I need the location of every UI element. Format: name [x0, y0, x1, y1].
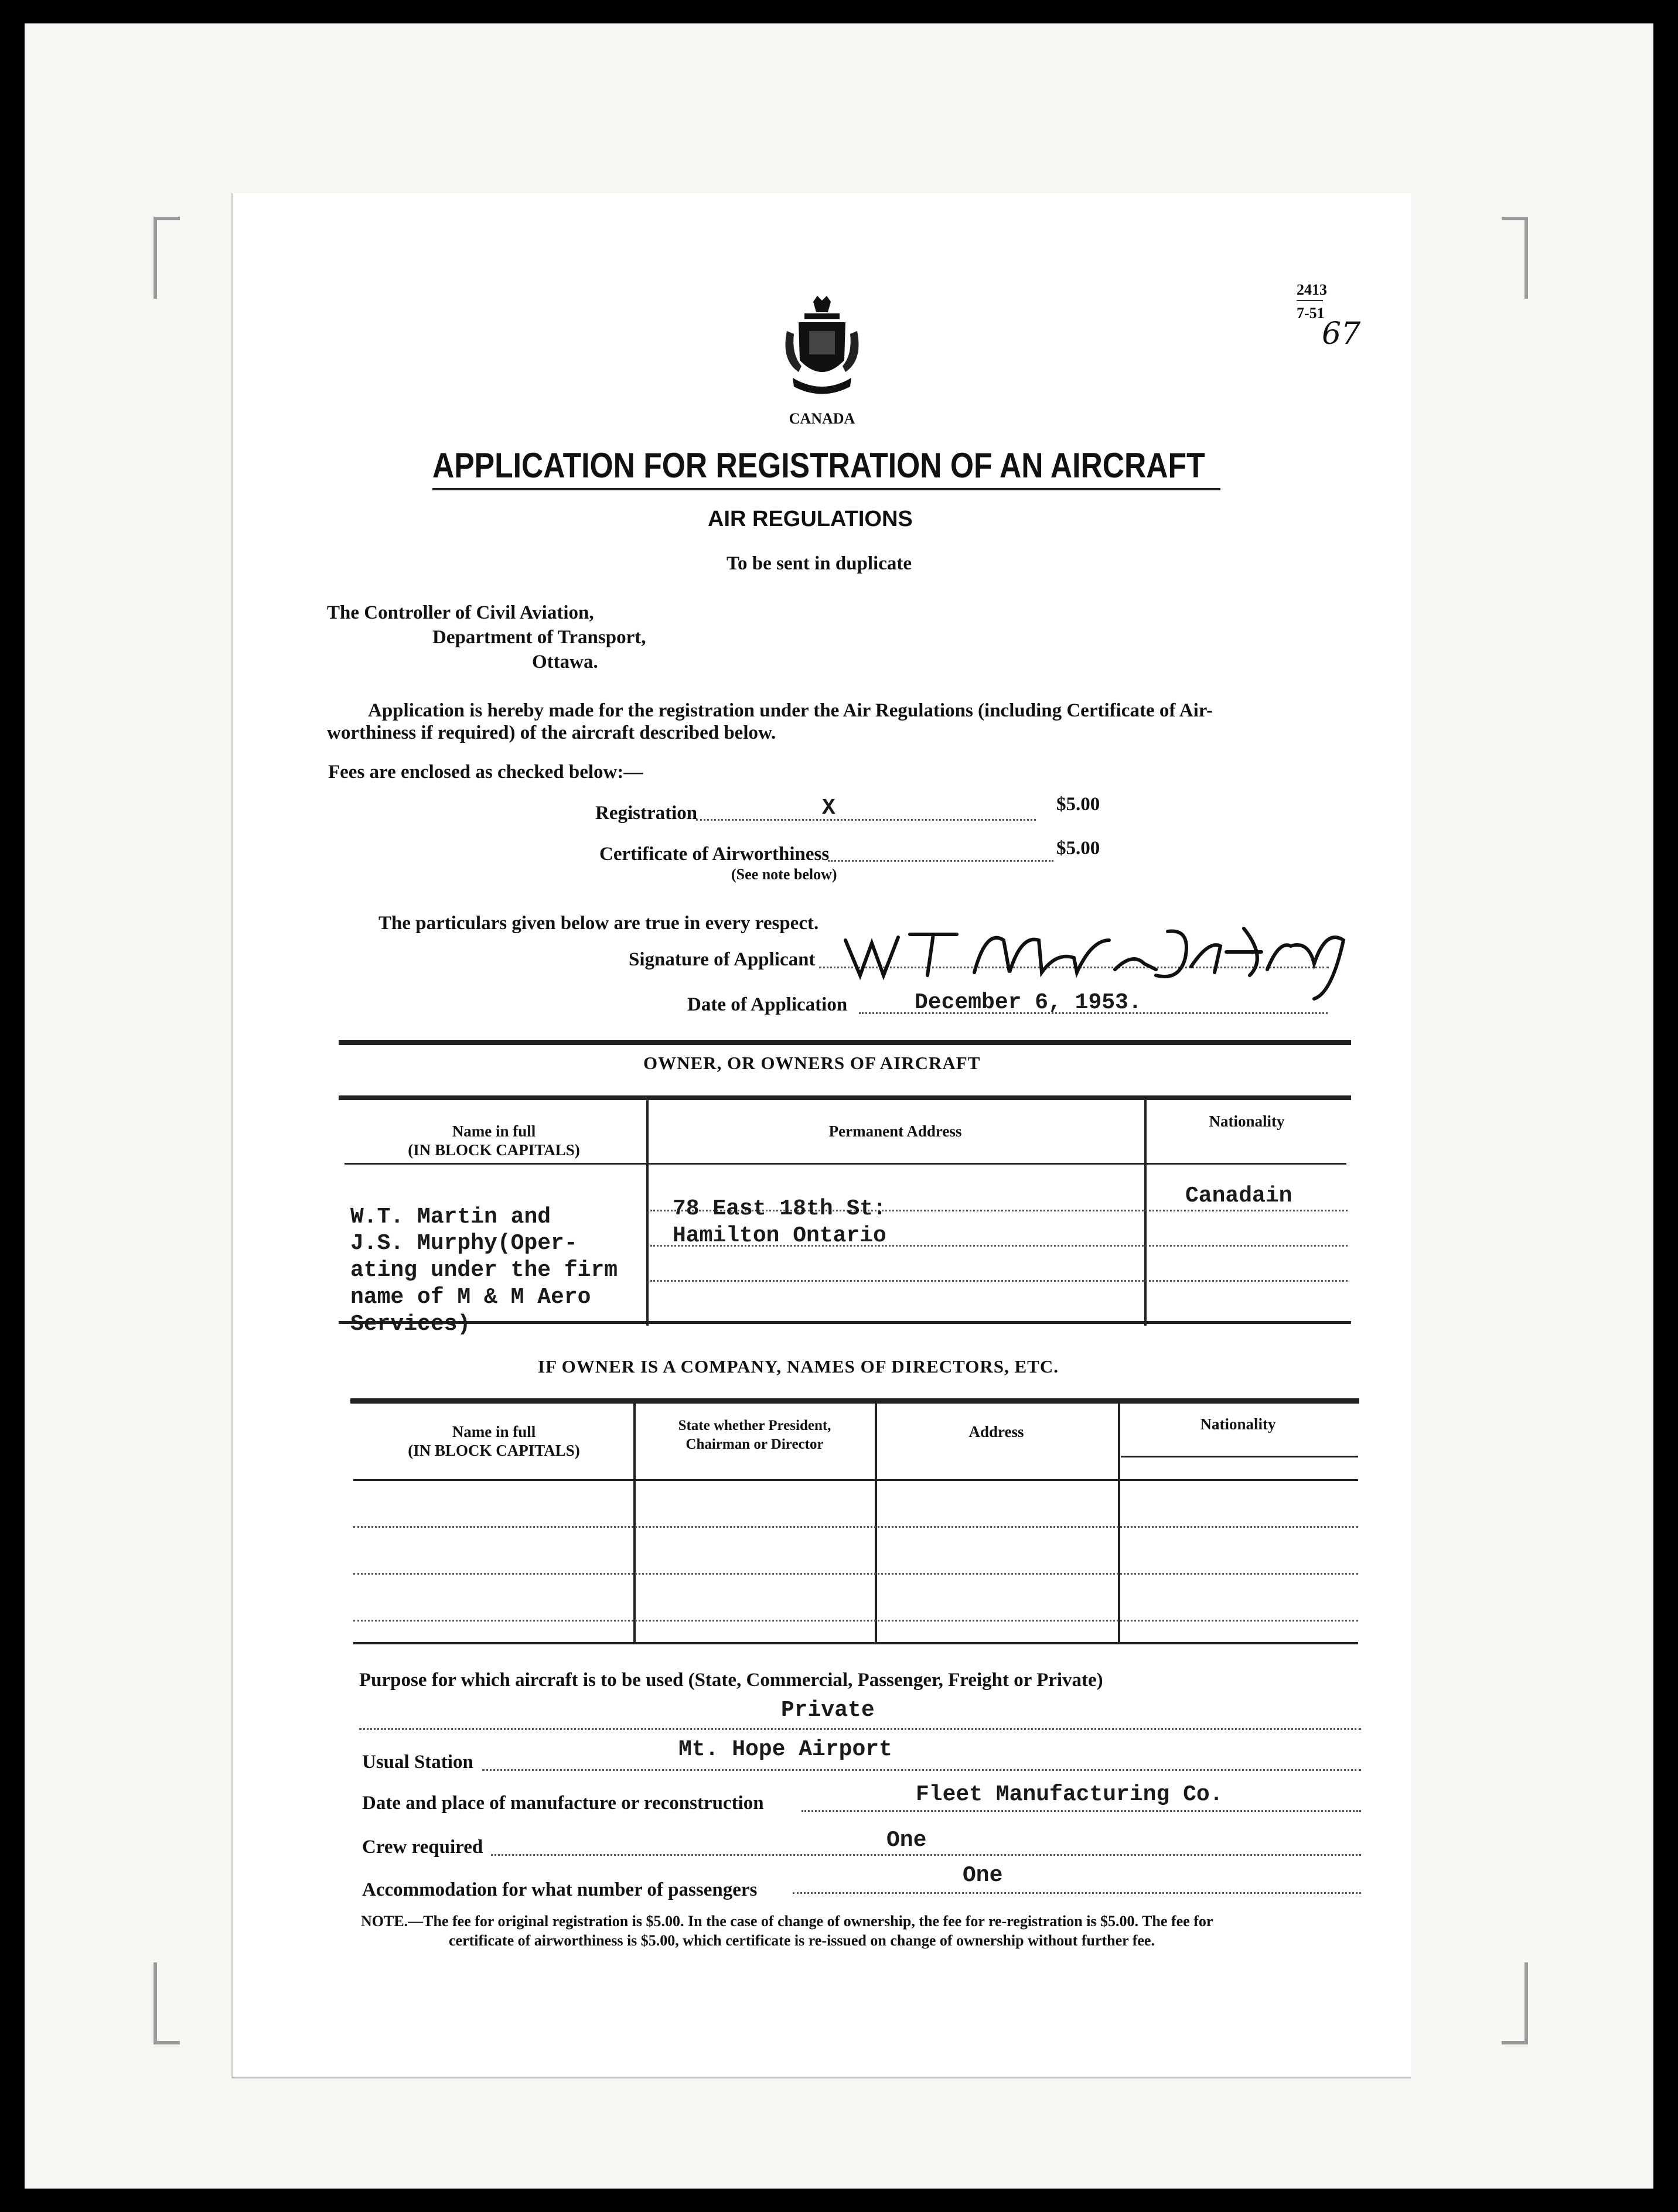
- company-header-address: Address: [968, 1423, 1024, 1440]
- company-header-name: [356, 1422, 632, 1460]
- date-label: Date of Application: [687, 994, 848, 1015]
- crew-value: One: [886, 1828, 927, 1853]
- title-underline: [432, 488, 1220, 490]
- owner-name-line: J.S. Murphy(Oper-: [350, 1231, 578, 1256]
- manufacture-line: [802, 1810, 1361, 1812]
- owners-header-address: Permanent Address: [828, 1122, 962, 1140]
- passengers-label: Accommodation for what number of passengers: [362, 1879, 758, 1900]
- owners-col-divider: [646, 1100, 649, 1326]
- crew-label: Crew required: [362, 1836, 483, 1858]
- crest-label: CANADA: [789, 410, 855, 427]
- addressee-line-2: Department of Transport,: [432, 627, 646, 648]
- note-line-2: certificate of airworthiness is $5.00, which certificate is re-issued on change of ownership without further fee.: [449, 1932, 1155, 1949]
- station-value: Mt. Hope Airport: [678, 1737, 892, 1762]
- purpose-line: [359, 1728, 1361, 1730]
- passengers-value: One: [963, 1863, 1003, 1888]
- owner-name-line: Services): [350, 1312, 471, 1337]
- company-header-role: [637, 1416, 872, 1454]
- owners-col-divider: [1144, 1100, 1147, 1326]
- owners-heading: OWNER, OR OWNERS OF AIRCRAFT: [643, 1053, 981, 1073]
- owners-row-line: [650, 1280, 1348, 1282]
- form-subtitle: AIR REGULATIONS: [708, 507, 913, 531]
- application-text-line-1: Application is hereby made for the registration under the Air Regulations (including Certificate of Air-: [368, 700, 1213, 721]
- owners-table-top-rule: [339, 1095, 1351, 1100]
- company-header-nationality: Nationality: [1200, 1415, 1276, 1433]
- canada-crest-icon: [781, 296, 863, 413]
- owners-header-nationality: Nationality: [1209, 1112, 1285, 1130]
- company-header-rule: [1121, 1456, 1358, 1457]
- company-heading: IF OWNER IS A COMPANY, NAMES OF DIRECTORS, ETC.: [538, 1356, 1059, 1377]
- airworthiness-leader: [828, 860, 1053, 862]
- company-header-rule: [353, 1479, 1358, 1481]
- company-header-name-sub: (IN BLOCK CAPITALS): [408, 1442, 580, 1459]
- owner-address-line: 78 East 18th St:: [673, 1196, 886, 1221]
- form-date: 7-51: [1297, 305, 1325, 322]
- company-row-line: [353, 1620, 1358, 1622]
- company-row-line: [353, 1573, 1358, 1575]
- particulars-text: The particulars given below are true in every respect.: [378, 913, 819, 934]
- company-col-divider: [1118, 1404, 1120, 1644]
- registration-label: Registration: [595, 803, 698, 824]
- registration-checkmark: X: [822, 796, 835, 821]
- company-row-line: [353, 1526, 1358, 1528]
- airworthiness-label: Certificate of Airworthiness: [599, 844, 830, 865]
- airworthiness-note: (See note below): [731, 866, 837, 883]
- purpose-label: Purpose for which aircraft is to be used (State, Commercial, Passenger, Freight or Private): [359, 1670, 1103, 1691]
- crew-line: [491, 1854, 1361, 1856]
- passengers-line: [793, 1892, 1361, 1894]
- form-number-rule: [1297, 300, 1323, 301]
- form-number: 2413: [1297, 281, 1327, 298]
- owners-table-bottom-rule: [339, 1321, 1351, 1324]
- note-line-1: NOTE.—The fee for original registration is $5.00. In the case of change of ownership, the fee for re-registration is $5.00. The fee for: [361, 1913, 1213, 1930]
- crop-mark: [154, 217, 180, 220]
- airworthiness-fee: $5.00: [1056, 838, 1100, 859]
- owners-header-name-sub: (IN BLOCK CAPITALS): [408, 1141, 580, 1159]
- company-header-role-sub: Chairman or Director: [685, 1436, 824, 1452]
- purpose-value: Private: [781, 1698, 875, 1723]
- crop-mark: [154, 2041, 180, 2044]
- form-title: APPLICATION FOR REGISTRATION OF AN AIRCRAFT: [432, 446, 1205, 485]
- registration-leader: [696, 819, 1036, 821]
- owner-name-line: W.T. Martin and: [350, 1204, 551, 1230]
- company-table-bottom-rule: [353, 1642, 1358, 1644]
- owner-nationality: Canadain: [1185, 1183, 1292, 1209]
- company-table-top-rule: [350, 1398, 1359, 1404]
- crop-mark: [1524, 1962, 1528, 2044]
- owners-header-name: [345, 1122, 643, 1159]
- owners-section-top-rule: [339, 1040, 1351, 1045]
- station-line: [482, 1769, 1361, 1771]
- station-label: Usual Station: [362, 1752, 473, 1773]
- crop-mark: [154, 217, 157, 299]
- owner-name-line: ating under the firm: [350, 1258, 618, 1283]
- owner-address-line: Hamilton Ontario: [673, 1223, 886, 1248]
- company-col-divider: [633, 1404, 636, 1644]
- crop-mark: [154, 1962, 157, 2044]
- manufacture-value: Fleet Manufacturing Co.: [916, 1782, 1223, 1807]
- fees-intro: Fees are enclosed as checked below:—: [328, 762, 643, 783]
- manufacture-label: Date and place of manufacture or reconstruction: [362, 1793, 764, 1814]
- addressee-line-3: Ottawa.: [532, 651, 598, 673]
- owners-header-name-text: Name in full: [452, 1122, 536, 1140]
- signature-label: Signature of Applicant: [629, 949, 816, 970]
- owners-header-rule: [345, 1163, 1346, 1165]
- handwritten-number: 67: [1322, 316, 1361, 351]
- addressee-line-1: The Controller of Civil Aviation,: [327, 602, 594, 623]
- company-header-name-text: Name in full: [452, 1423, 536, 1440]
- crop-mark: [1502, 2041, 1528, 2044]
- company-col-divider: [875, 1404, 877, 1644]
- date-value: December 6, 1953.: [915, 990, 1142, 1015]
- form-page: [231, 193, 1411, 2078]
- owner-name-line: name of M & M Aero: [350, 1285, 591, 1310]
- instruction-text: To be sent in duplicate: [727, 553, 912, 574]
- application-text-line-2: worthiness if required) of the aircraft described below.: [327, 722, 776, 743]
- registration-fee: $5.00: [1056, 794, 1100, 815]
- crop-mark: [1524, 217, 1528, 299]
- company-header-role-text: State whether President,: [678, 1418, 831, 1433]
- crop-mark: [1502, 217, 1528, 220]
